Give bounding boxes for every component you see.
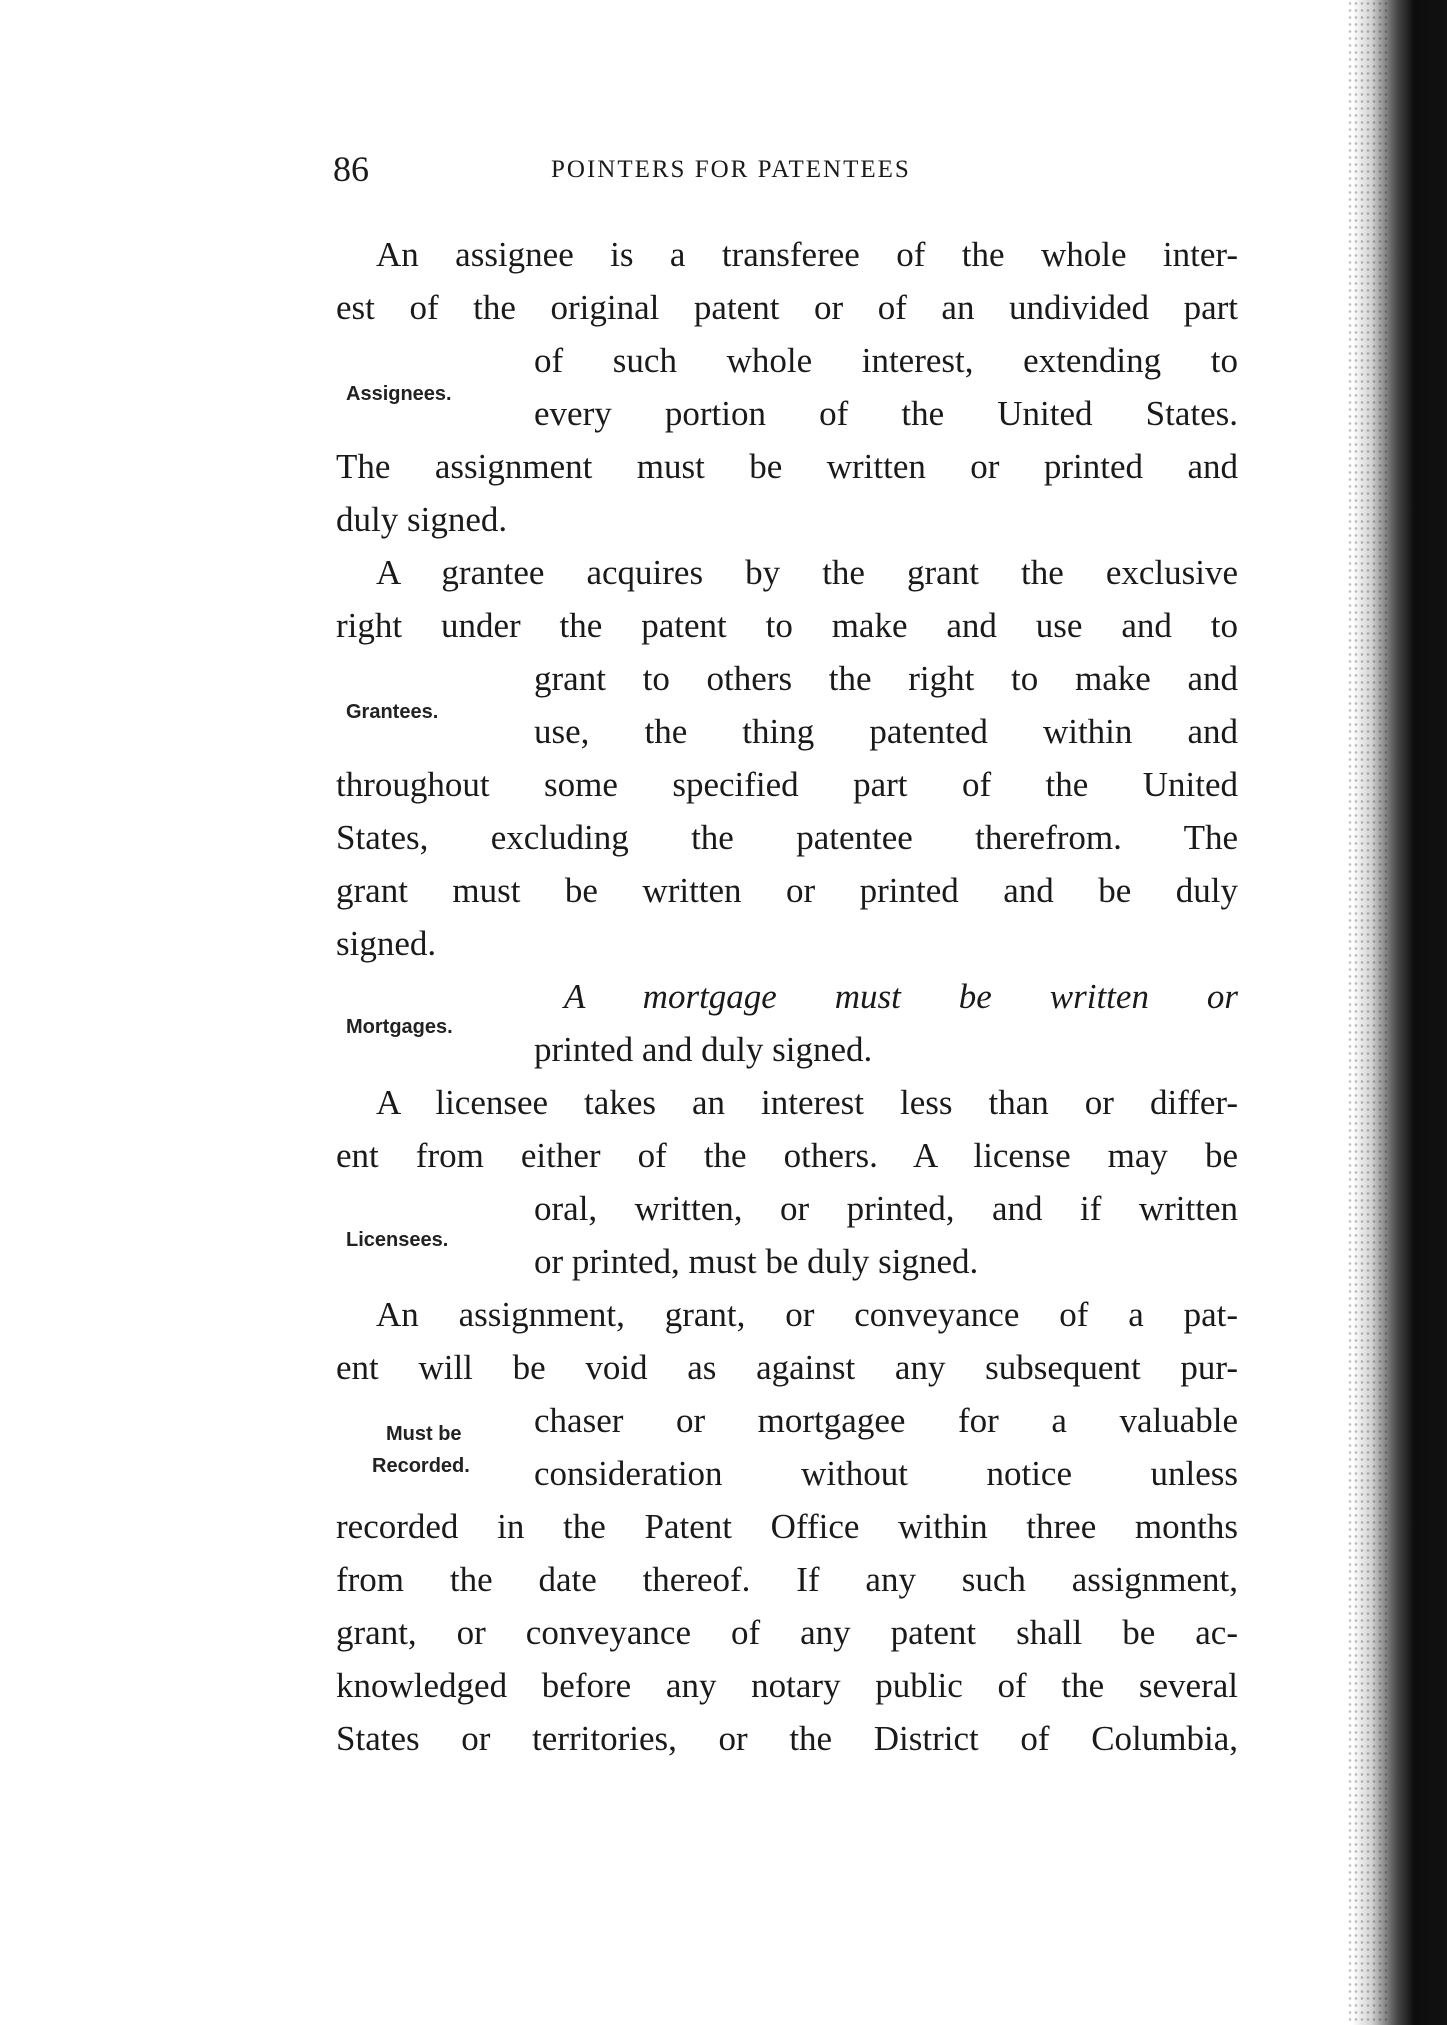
text-line: grant to others the right to make and	[534, 659, 1238, 698]
text-line: knowledged before any notary public of the several	[336, 1666, 1238, 1705]
margin-note-assignees: Assignees.	[346, 383, 452, 405]
page-header	[333, 148, 1233, 198]
margin-note-must-be: Must be	[386, 1423, 462, 1445]
text-line: grant, or conveyance of any patent shall be ac-	[336, 1613, 1238, 1652]
text-line: right under the patent to make and use and to	[336, 606, 1238, 645]
text-line: A mortgage must be written or	[564, 977, 1238, 1016]
text-line: recorded in the Patent Office within three months	[336, 1507, 1238, 1546]
page-number: 86	[333, 149, 369, 189]
margin-note-recorded: Recorded.	[372, 1455, 470, 1477]
text-line: oral, written, or printed, and if written	[534, 1189, 1238, 1228]
paragraph-assignees	[336, 228, 1238, 546]
text-line: States or territories, or the District of Columbia,	[336, 1719, 1238, 1758]
text-line: est of the original patent or of an undivided part	[336, 288, 1238, 327]
text-line: A grantee acquires by the grant the exclusive	[376, 553, 1238, 592]
text-line: from the date thereof. If any such assignment,	[336, 1560, 1238, 1599]
binding-texture	[1347, 0, 1387, 2025]
running-head: POINTERS FOR PATENTEES	[551, 156, 911, 183]
text-line: A licensee takes an interest less than or differ-	[376, 1083, 1238, 1122]
text-line: of such whole interest, extending to	[534, 341, 1238, 380]
paragraph-mortgages	[336, 970, 1238, 1076]
text-line: signed.	[336, 924, 437, 963]
text-line: ent from either of the others. A license may be	[336, 1136, 1238, 1175]
body-text	[336, 228, 1238, 1765]
margin-note-grantees: Grantees.	[346, 701, 439, 723]
paragraph-licensees	[336, 1076, 1238, 1288]
text-line: throughout some specified part of the United	[336, 765, 1238, 804]
text-line: States, excluding the patentee therefrom. The	[336, 818, 1238, 857]
margin-note-mortgages: Mortgages.	[346, 1016, 453, 1038]
text-line: duly signed.	[336, 500, 508, 539]
text-line: The assignment must be written or printed and	[336, 447, 1238, 486]
margin-note-licensees: Licensees.	[346, 1229, 449, 1251]
paragraph-recording	[336, 1288, 1238, 1765]
text-line: use, the thing patented within and	[534, 712, 1238, 751]
text-line: An assignee is a transferee of the whole inter-	[376, 235, 1238, 274]
text-line: or printed, must be duly signed.	[534, 1242, 979, 1281]
text-line: printed and duly signed.	[534, 1030, 873, 1069]
paragraph-grantees	[336, 546, 1238, 970]
text-line: An assignment, grant, or conveyance of a pat-	[376, 1295, 1238, 1334]
text-line: grant must be written or printed and be duly	[336, 871, 1238, 910]
text-line: chaser or mortgagee for a valuable	[534, 1401, 1238, 1440]
text-line: ent will be void as against any subsequent pur-	[336, 1348, 1238, 1387]
text-line: consideration without notice unless	[534, 1454, 1238, 1493]
text-line: every portion of the United States.	[534, 394, 1238, 433]
